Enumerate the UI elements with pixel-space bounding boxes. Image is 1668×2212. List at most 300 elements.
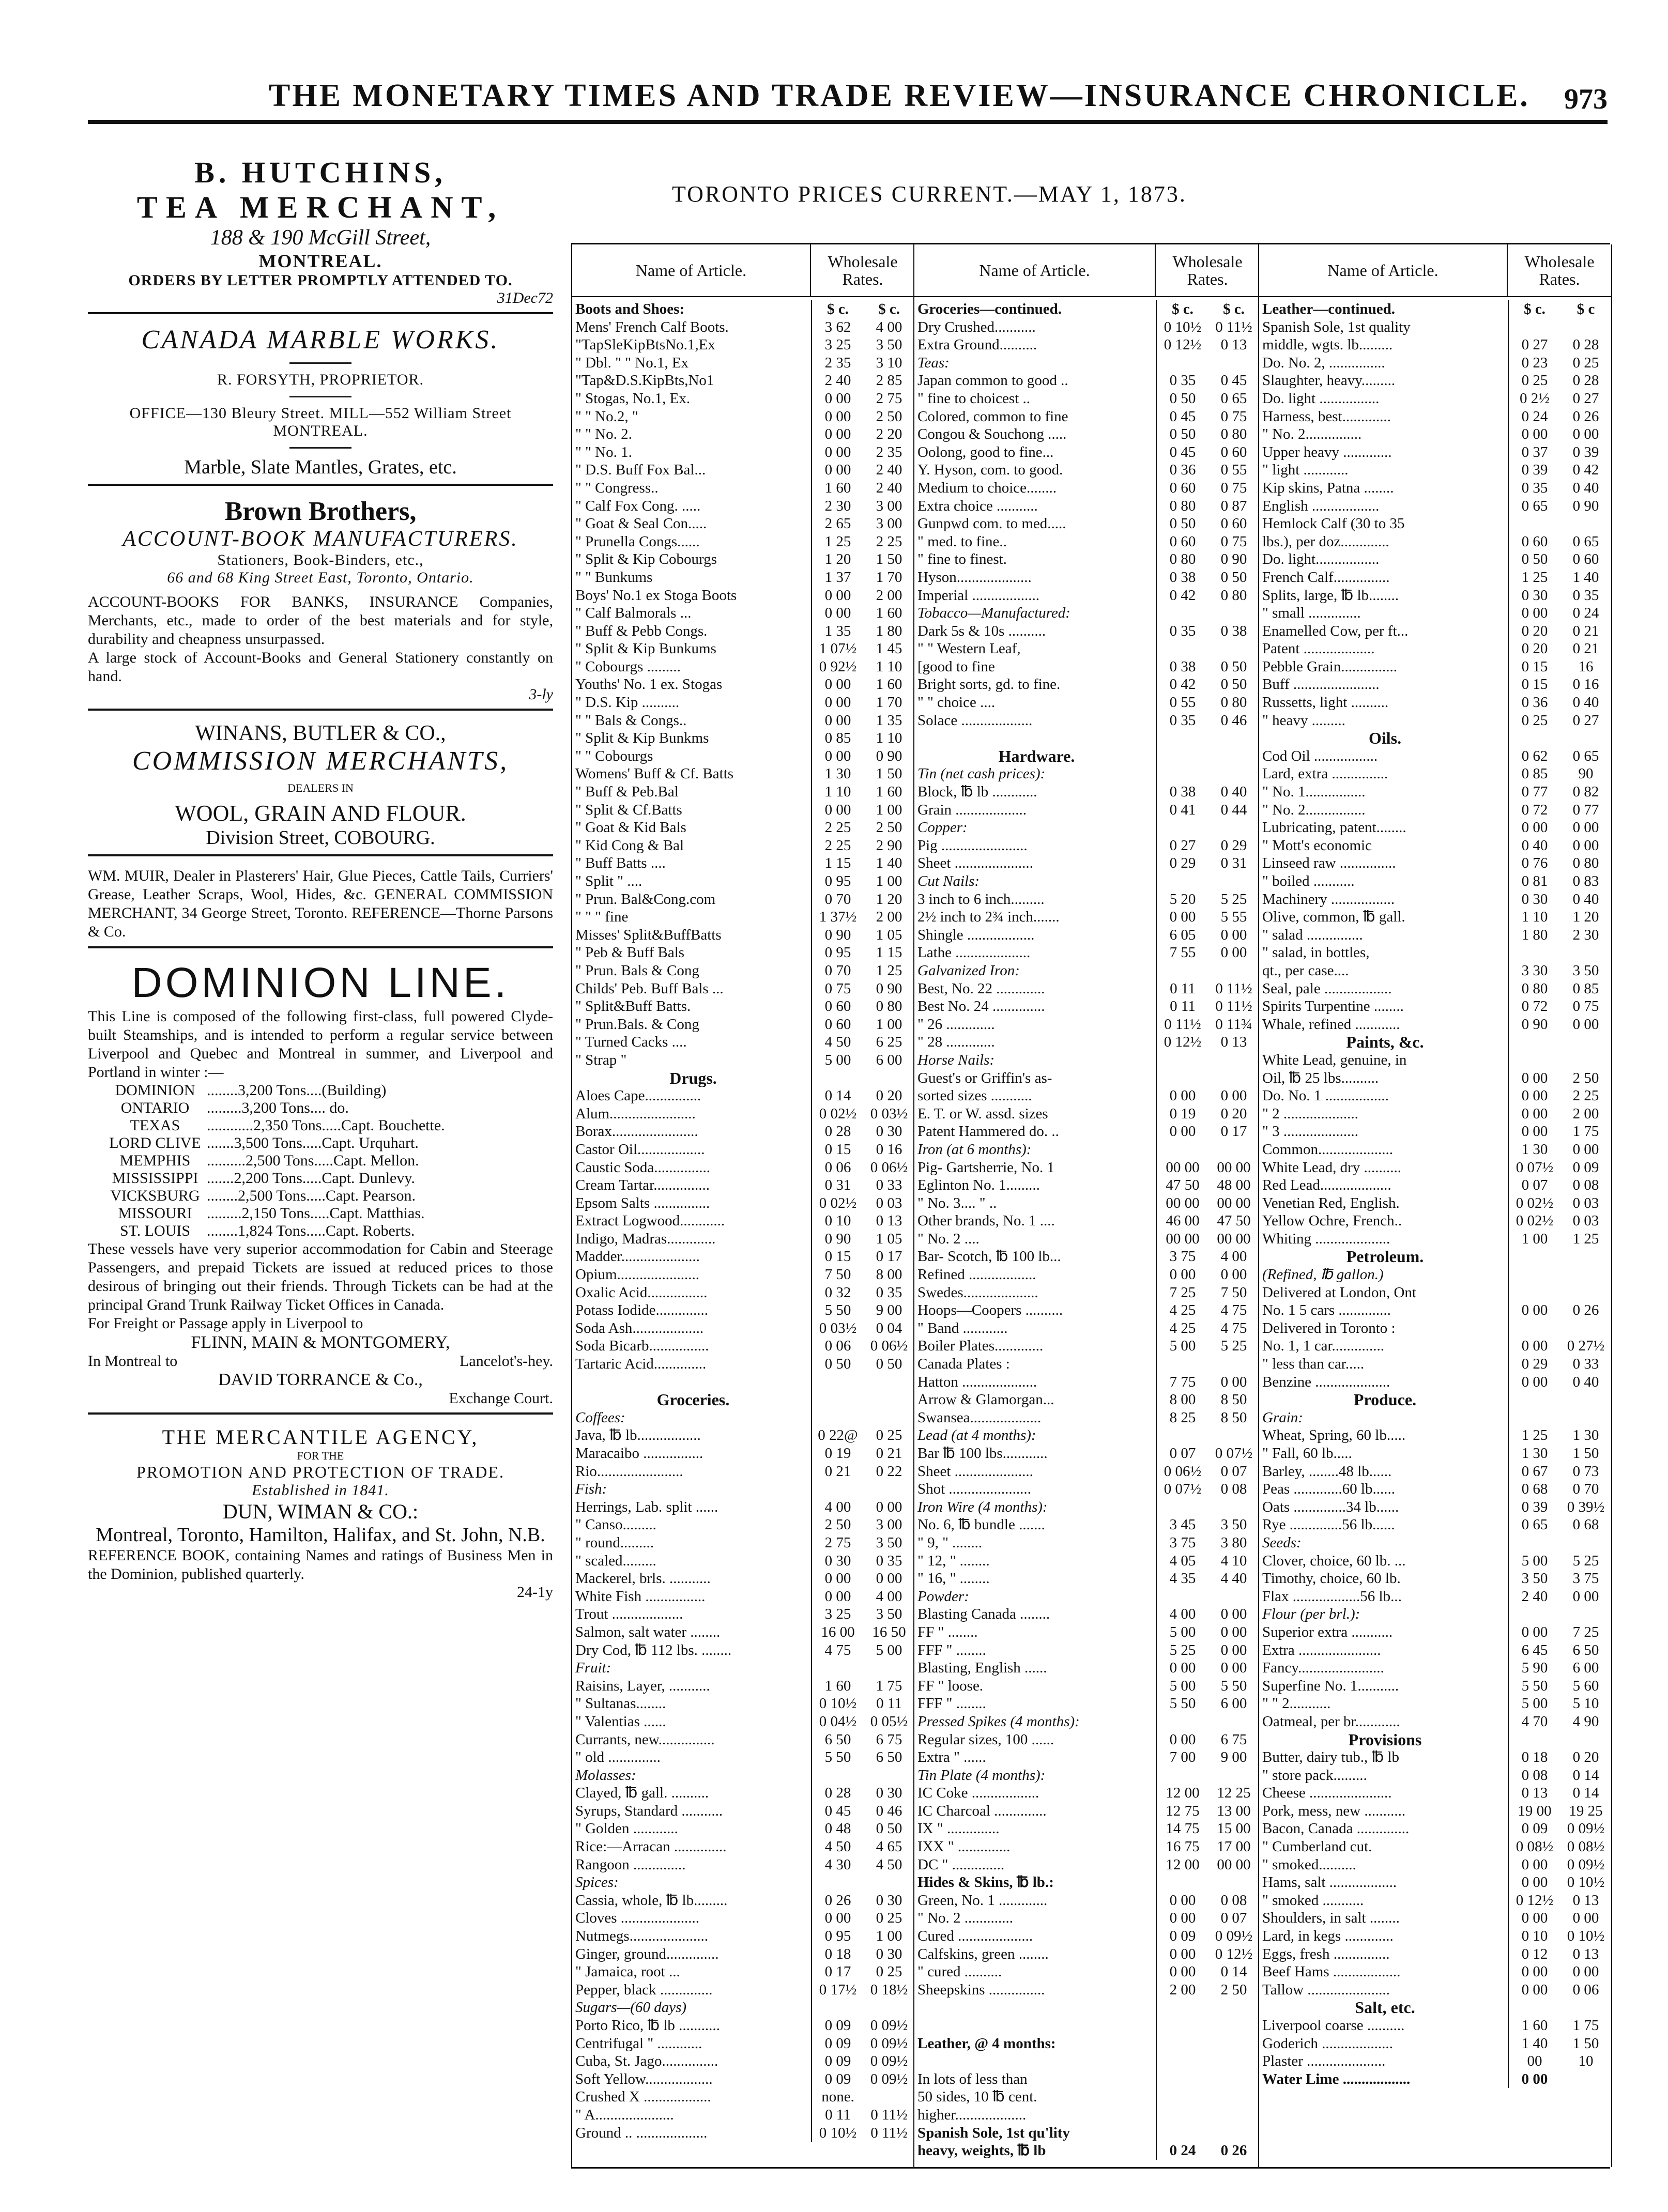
- ad-divider: [88, 1412, 553, 1415]
- rate-high: 1 40: [876, 855, 902, 872]
- article-name: " light ............: [1262, 462, 1349, 479]
- article-name: [914, 2017, 1156, 2035]
- article-name: 3 inch to 6 inch.........: [917, 890, 1045, 908]
- rate-high: 0 26: [1220, 2142, 1247, 2159]
- rate-low: 1 25: [1508, 1426, 1560, 1445]
- table-row: [1259, 1480, 1611, 1498]
- article-name: " 26 .............: [917, 1016, 995, 1033]
- rate-high: 0 27: [1572, 712, 1599, 729]
- rate-high: [1560, 1248, 1611, 1266]
- article-name: " " Cobourgs: [575, 747, 653, 764]
- rate-high: 0 31: [1220, 855, 1247, 872]
- article-name: Groceries—continued.: [917, 301, 1062, 317]
- article-name: Mackerel, brls. ...........: [575, 1570, 711, 1587]
- rate-high: 2 50: [876, 819, 902, 836]
- article-name: " round.........: [575, 1534, 654, 1551]
- ad-mercantile: [88, 1425, 553, 1601]
- rate-low: 0 50: [811, 1355, 864, 1373]
- table-row: [572, 819, 914, 837]
- table-row: [914, 1069, 1259, 1087]
- rate-low: [1156, 747, 1208, 765]
- rate-high: 0 09½: [1215, 1928, 1253, 1945]
- table-row: [572, 1176, 914, 1194]
- rate-high: [1208, 1713, 1259, 1731]
- rate-high: 0 40: [1572, 890, 1599, 908]
- rate-low: 0 00: [1156, 1731, 1208, 1749]
- table-row: [572, 390, 914, 408]
- rate-high: 0 14: [1220, 1963, 1247, 1980]
- table-row: [914, 837, 1259, 855]
- rate-low: 0 00: [1156, 1945, 1208, 1963]
- rate-low: 0 25: [1508, 372, 1560, 390]
- ship-name: MISSOURI: [118, 1205, 192, 1222]
- article-name: Solace ...................: [917, 712, 1033, 729]
- rate-high: 0 09½: [1567, 1820, 1605, 1837]
- rate-low: 0 00: [811, 801, 864, 819]
- rate-high: 2 30: [1572, 926, 1599, 943]
- article-name: " fine to choicest ..: [917, 390, 1030, 407]
- table-row: [914, 2017, 1259, 2035]
- rate-high: 1 00: [876, 873, 902, 889]
- table-row: [572, 944, 914, 962]
- rate-low: 0 02½: [1508, 1212, 1560, 1230]
- rate-high: 0 26: [1572, 408, 1599, 425]
- rate-low: 0 28: [811, 1784, 864, 1802]
- rate-high: 0 00: [876, 1498, 902, 1515]
- rate-low: 0 15: [1508, 658, 1560, 676]
- ship-detail: .........3,200 Tons.... do.: [207, 1099, 349, 1116]
- rate-high: 5 25: [1220, 890, 1247, 908]
- rate-low: 0 55: [1156, 694, 1208, 712]
- rate-high: 0 30: [876, 1892, 902, 1909]
- section-heading: [1259, 729, 1611, 747]
- table-row: [572, 1051, 914, 1069]
- rate-high: 15 00: [1217, 1820, 1251, 1837]
- article-name: Enamelled Cow, per ft...: [1262, 622, 1409, 639]
- table-row: [914, 872, 1259, 890]
- rate-low: 1 35: [811, 622, 864, 640]
- rate-low: 0 37: [1508, 443, 1560, 462]
- ad-dominion-agent2: DAVID TORRANCE & Co.,: [218, 1370, 423, 1389]
- rate-high: 0 11½: [1215, 318, 1252, 335]
- rate-low: 5 00: [1156, 1623, 1208, 1641]
- rate-high: 0 29: [1220, 837, 1247, 854]
- rate-high: 3 50: [876, 336, 902, 354]
- rate-low: [811, 1873, 864, 1892]
- table-row: [1259, 1141, 1611, 1159]
- rate-low: [1508, 1605, 1560, 1623]
- rate-low: 1 37: [811, 569, 864, 587]
- rate-low: 12 00: [1156, 1856, 1208, 1874]
- rate-low: 4 00: [811, 1498, 864, 1516]
- rate-low: [811, 1480, 864, 1498]
- rate-high: 0 60: [1572, 551, 1599, 568]
- rate-low: 0 17½: [811, 1981, 864, 1999]
- ad-dominion-address1: Lancelot's-hey.: [460, 1353, 553, 1370]
- ad-mercantile-firm: DUN, WIMAN & CO.:: [222, 1500, 419, 1523]
- rate-high: 3 00: [876, 497, 902, 514]
- rate-high: 1 60: [876, 605, 902, 622]
- article-name: Arrow & Glamorgan...: [917, 1391, 1054, 1408]
- table-row: [572, 1999, 914, 2017]
- table-row: [914, 1605, 1259, 1623]
- ad-muir-text: WM. MUIR, Dealer in Plasterers' Hair, Glue Pieces, Cattle Tails, Curriers' Grease, Leather Scraps, Wool, Hides, &c. GENERAL COMMISSION MERCHANT, 34 George Street, Toronto. REFERENCE—Thorne Parsons & Co.: [88, 867, 553, 940]
- article-name: Oils.: [1368, 729, 1402, 747]
- table-row: [914, 819, 1259, 837]
- table-row: [1259, 765, 1611, 783]
- rate-high: 1 40: [1572, 569, 1599, 586]
- article-name: Childs' Peb. Buff Bals ...: [575, 980, 724, 997]
- section-heading: [1259, 1033, 1611, 1051]
- article-name: Flour (per brl.):: [1262, 1606, 1360, 1623]
- article-name: Pork, mess, new ...........: [1262, 1802, 1406, 1819]
- table-row: [1259, 1409, 1611, 1427]
- ad-hutchins-trade: TEA MERCHANT,: [136, 190, 504, 224]
- article-name: Cod Oil .................: [1262, 747, 1378, 764]
- table-row: [572, 1731, 914, 1749]
- table-row: [914, 1909, 1259, 1927]
- article-name: " heavy .........: [1262, 712, 1345, 729]
- article-name: " Split & Kip Bunkms: [575, 730, 709, 747]
- rate-low: 4 00: [1156, 1605, 1208, 1623]
- article-name: Tin Plate (4 months):: [917, 1766, 1046, 1784]
- article-name: " No. 2................: [1262, 801, 1366, 818]
- table-row: [914, 2088, 1259, 2106]
- table-row: [1259, 1659, 1611, 1677]
- rate-high: 0 35: [876, 1552, 902, 1569]
- rate-low: 0 17: [811, 1963, 864, 1981]
- article-name: Powder:: [917, 1588, 969, 1605]
- rate-low: 6 50: [811, 1731, 864, 1749]
- article-name: Leather—continued.: [1262, 301, 1395, 317]
- rate-low: 4 75: [811, 1641, 864, 1660]
- table-row: [572, 1445, 914, 1463]
- article-name: Rye ..............56 lb......: [1262, 1516, 1395, 1533]
- article-name: middle, wgts. lb.........: [1262, 336, 1393, 354]
- article-name: " " Bunkums: [575, 569, 653, 586]
- rate-low: [1156, 1498, 1208, 1516]
- rate-low: 0 00: [1508, 1963, 1560, 1981]
- rate-high: 0 30: [876, 1945, 902, 1962]
- rate-low: 0 00: [811, 1588, 864, 1606]
- rate-high: 0 27½: [1567, 1338, 1605, 1355]
- article-name: " salad ...............: [1262, 926, 1363, 943]
- article-name: " 12, " ........: [917, 1552, 990, 1569]
- rate-low: 0 28: [811, 1123, 864, 1141]
- rate-low: 8 25: [1156, 1409, 1208, 1427]
- table-row: [914, 1695, 1259, 1713]
- rate-low: 0 29: [1508, 1355, 1560, 1373]
- ad-dominion-text: These vessels have very superior accommodation for Cabin and Steerage Passengers, and prepaid Tickets are issued at reduced prices to those desirous of bringing out their friends. Through Tickets can be had at the principal Grand Trunk Railway Ticket Offices in Canada.: [88, 1240, 553, 1313]
- rate-low: 0 50: [1156, 425, 1208, 443]
- rate-low: 1 30: [1508, 1445, 1560, 1463]
- article-name: " Prun. Bals & Cong: [575, 962, 699, 979]
- rate-high: 8 50: [1220, 1409, 1247, 1426]
- table-row: [914, 2035, 1259, 2053]
- article-name: " 9, " ........: [917, 1534, 983, 1551]
- table-row: [1259, 479, 1611, 497]
- ad-mercantile-title: THE MERCANTILE AGENCY,: [162, 1425, 479, 1449]
- rate-high: 3 00: [876, 1516, 902, 1533]
- rate-high: [1208, 1355, 1259, 1373]
- table-row: [1259, 300, 1611, 318]
- rate-low: [1156, 1999, 1208, 2017]
- table-row: [1259, 801, 1611, 819]
- rate-high: 0 00: [1572, 819, 1599, 836]
- rate-high: 0 40: [1220, 784, 1247, 801]
- rate-low: 0 09: [811, 2035, 864, 2053]
- ship-row: [103, 1134, 553, 1152]
- rate-high: 1 50: [1572, 1445, 1599, 1462]
- rate-low: 0 50: [1508, 550, 1560, 569]
- article-name: Boots and Shoes:: [575, 301, 685, 317]
- article-name: Hyson....................: [917, 569, 1032, 586]
- rate-high: 0 21: [1572, 640, 1599, 657]
- article-name: Raisins, Layer, ...........: [575, 1677, 710, 1694]
- article-name: Boys' No.1 ex Stoga Boots: [575, 587, 737, 604]
- table-row: [914, 354, 1259, 372]
- article-name: Bright sorts, gd. to fine.: [917, 676, 1061, 693]
- rate-low: 0 00: [1508, 1105, 1560, 1123]
- article-name: Misses' Split&BuffBatts: [575, 926, 722, 943]
- rate-high: 0 04: [876, 1319, 902, 1337]
- rate-high: 0 28: [1572, 372, 1599, 389]
- ad-divider: [88, 854, 553, 856]
- ad-winans-goods: WOOL, GRAIN AND FLOUR.: [175, 801, 466, 826]
- column-header: [1259, 244, 1611, 297]
- rate-low: 0 00: [1508, 604, 1560, 622]
- ship-detail: .......3,500 Tons.....Capt. Urquhart.: [207, 1134, 419, 1151]
- article-name: Green, No. 1 .............: [917, 1892, 1048, 1909]
- rate-low: 0 18: [811, 1945, 864, 1963]
- rate-low: 0 65: [1508, 497, 1560, 515]
- rate-high: 1 25: [1572, 1230, 1599, 1247]
- rate-high: 0 75: [1220, 479, 1247, 496]
- table-row: [572, 1927, 914, 1945]
- table-row: [572, 1337, 914, 1355]
- article-name: Petroleum.: [1346, 1248, 1424, 1266]
- ad-marble-proprietor: R. FORSYTH, PROPRIETOR.: [217, 371, 424, 388]
- rate-low: [1508, 1248, 1560, 1266]
- article-name: Rangoon ..............: [575, 1856, 686, 1873]
- ad-marble-city: MONTREAL.: [273, 422, 368, 439]
- article-name: Pig .......................: [917, 837, 1028, 854]
- table-row: [1259, 783, 1611, 801]
- table-row: [1259, 1069, 1611, 1087]
- rate-high: 3 00: [876, 515, 902, 532]
- rate-low: [1156, 1766, 1208, 1785]
- rate-low: 0 00: [811, 712, 864, 730]
- table-row: [914, 622, 1259, 640]
- ship-detail: ..........2,500 Tons.....Capt. Mellon.: [207, 1152, 419, 1169]
- table-row: [914, 1319, 1259, 1338]
- rate-high: 0 05½: [870, 1713, 908, 1730]
- table-row: [914, 1766, 1259, 1785]
- table-row: [914, 1284, 1259, 1302]
- table-row: [914, 1445, 1259, 1463]
- article-name: " Goat & Kid Bals: [575, 819, 686, 836]
- ad-brown: [88, 496, 553, 711]
- rate-high: 19 25: [1569, 1802, 1603, 1819]
- rate-low: 0 09: [811, 2052, 864, 2070]
- table-row: [572, 1534, 914, 1552]
- page-number: 973: [1564, 83, 1608, 115]
- rate-high: 0 83: [1572, 873, 1599, 889]
- section-heading: [1259, 1731, 1611, 1749]
- article-name: " cured ..........: [917, 1963, 1002, 1980]
- table-row: [1259, 569, 1611, 587]
- article-name: [572, 1373, 811, 1391]
- table-row: [572, 479, 914, 497]
- rate-low: [1508, 1409, 1560, 1427]
- rate-high: [1208, 354, 1259, 372]
- rate-high: 3 50: [876, 1606, 902, 1623]
- rate-high: 0 14: [1572, 1785, 1599, 1802]
- table-row: [1259, 390, 1611, 408]
- ship-name: MISSISSIPPI: [112, 1170, 198, 1187]
- article-name: Paints, &c.: [1346, 1033, 1424, 1051]
- rate-high: 6 00: [1220, 1695, 1247, 1712]
- table-row: [1259, 1552, 1611, 1570]
- rate-high: 0 13: [876, 1212, 902, 1230]
- table-row: [572, 1588, 914, 1606]
- article-name: Cheese ......................: [1262, 1785, 1392, 1802]
- article-name: " boiled ...........: [1262, 873, 1355, 889]
- rate-high: 0 70: [1572, 1481, 1599, 1498]
- article-name: " small ..............: [1262, 605, 1361, 622]
- table-row: [572, 908, 914, 926]
- rate-high: 0 07½: [1215, 1445, 1253, 1462]
- table-row: [572, 1641, 914, 1660]
- table-row: [914, 1802, 1259, 1820]
- table-row: [914, 1266, 1259, 1284]
- article-name: Womens' Buff & Cf. Batts: [575, 765, 734, 782]
- article-name: Cream Tartar...............: [575, 1177, 710, 1194]
- rate-high: [1560, 1266, 1611, 1284]
- rate-high: 1 05: [876, 926, 902, 943]
- rate-high: [1208, 872, 1259, 890]
- rate-high: 3 75: [1572, 1570, 1599, 1587]
- article-name: Cloves .....................: [575, 1910, 700, 1927]
- table-row: [1259, 1426, 1611, 1445]
- rate-low: 0 00: [1156, 1087, 1208, 1105]
- rate-high: 5 60: [1572, 1677, 1599, 1694]
- rate-high: 0 08½: [1567, 1838, 1605, 1855]
- article-name: Pressed Spikes (4 months):: [917, 1713, 1080, 1730]
- rate-low: 0 12: [1508, 1945, 1560, 1963]
- article-name: Soda Bicarb................: [575, 1338, 709, 1355]
- table-row: [1259, 1284, 1611, 1302]
- rate-high: 0 11½: [870, 2124, 908, 2141]
- article-name: Ginger, ground..............: [575, 1945, 719, 1962]
- table-row: [1259, 1945, 1611, 1963]
- article-name: " Buff Batts ....: [575, 855, 666, 872]
- rate-high: 1 80: [876, 622, 902, 639]
- rate-high: 0 75: [1572, 998, 1599, 1015]
- article-name: Caustic Soda...............: [575, 1159, 710, 1176]
- rate-low: 47 50: [1156, 1176, 1208, 1194]
- rate-high: 0 38: [1220, 622, 1247, 639]
- rate-low: 0 08: [1508, 1766, 1560, 1785]
- rate-high: 0 50: [876, 1356, 902, 1373]
- table-row: [572, 622, 914, 640]
- article-name: Fruit:: [575, 1660, 611, 1677]
- article-name: Madder.....................: [575, 1248, 700, 1265]
- article-name: Sheet .....................: [917, 855, 1033, 872]
- article-name: Shoulders, in salt ........: [1262, 1910, 1400, 1927]
- table-row: [914, 1623, 1259, 1641]
- article-name: " smoked..........: [1262, 1856, 1356, 1873]
- table-row: [1259, 1909, 1611, 1927]
- ad-mercantile-established: Established in 1841.: [252, 1482, 389, 1499]
- article-name: Venetian Red, English.: [1262, 1194, 1400, 1211]
- rate-low: 0 85: [1508, 765, 1560, 783]
- table-row: [1259, 1373, 1611, 1391]
- table-row: [572, 550, 914, 569]
- table-row: [572, 497, 914, 515]
- rate-low: [1508, 318, 1560, 336]
- section-heading: [572, 1069, 914, 1087]
- rate-high: 0 00: [1572, 837, 1599, 854]
- rate-low: 2 50: [811, 1516, 864, 1534]
- ad-hutchins-note: ORDERS BY LETTER PROMPTLY ATTENDED TO.: [128, 272, 513, 289]
- rate-low: 3 45: [1156, 1516, 1208, 1534]
- rate-low: $ c.: [1156, 300, 1208, 318]
- rate-low: 0 60: [1156, 533, 1208, 551]
- ad-hutchins-name: B. HUTCHINS,: [194, 156, 447, 189]
- ad-mercantile-ref: 24-1y: [517, 1584, 553, 1601]
- rate-high: [864, 1391, 914, 1409]
- table-row: [1259, 1820, 1611, 1838]
- rate-high: 6 50: [876, 1749, 902, 1766]
- rate-high: [1208, 1051, 1259, 1069]
- article-name: Lard, extra ...............: [1262, 765, 1388, 782]
- rate-high: 0 39½: [1567, 1498, 1605, 1515]
- table-row: [1259, 890, 1611, 909]
- rate-high: [864, 1373, 914, 1391]
- table-row: [914, 1355, 1259, 1373]
- article-name: " " 2...........: [1262, 1695, 1331, 1712]
- article-name: Lard, in kegs .............: [1262, 1928, 1394, 1945]
- rate-low: [1508, 1266, 1560, 1284]
- rate-low: 0 19: [1156, 1105, 1208, 1123]
- rate-low: 0 30: [1508, 890, 1560, 909]
- table-row: [572, 1105, 914, 1123]
- table-row: [572, 658, 914, 676]
- price-column: [913, 244, 1259, 2167]
- table-row: [1259, 1856, 1611, 1874]
- article-name: Timothy, choice, 60 lb.: [1262, 1570, 1401, 1587]
- table-row: [914, 729, 1259, 747]
- rate-high: 0 09½: [1567, 1856, 1605, 1873]
- table-row: [914, 479, 1259, 497]
- ship-name: VICKSBURG: [110, 1187, 200, 1204]
- table-row: [1259, 1194, 1611, 1212]
- table-row: [914, 1981, 1259, 1999]
- rate-low: 4 70: [1508, 1713, 1560, 1731]
- table-row: [1259, 1355, 1611, 1373]
- article-name: [914, 1999, 1156, 2017]
- table-row: [572, 461, 914, 479]
- table-row: [572, 837, 914, 855]
- table-row: [572, 1605, 914, 1623]
- table-row: [572, 1802, 914, 1820]
- article-name: Extra " ......: [917, 1749, 986, 1766]
- table-row: [914, 765, 1259, 783]
- rate-high: 2 00: [876, 909, 902, 926]
- table-row: [572, 443, 914, 462]
- table-row: [572, 2088, 914, 2106]
